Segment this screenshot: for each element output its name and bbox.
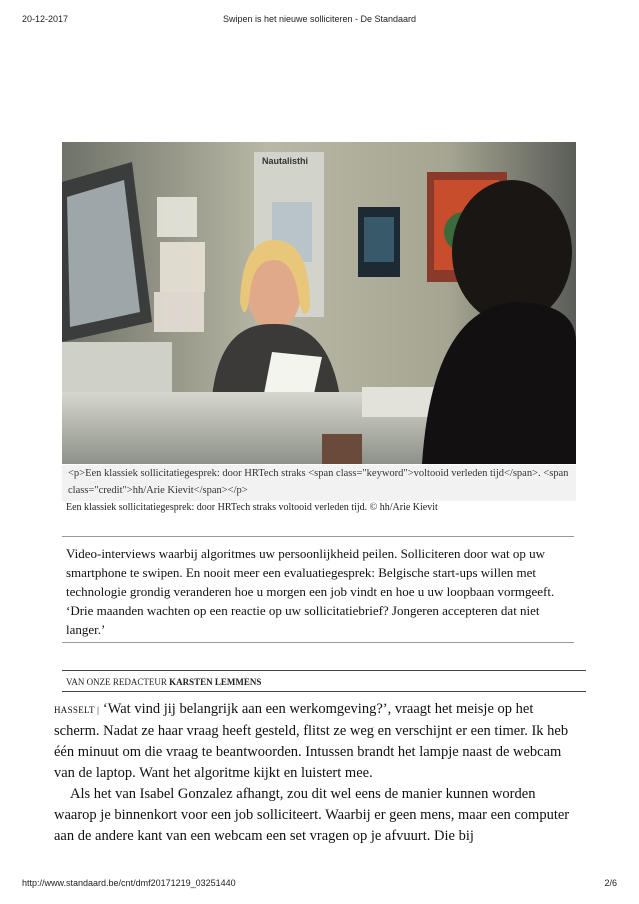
print-page-number: 2/6	[604, 878, 617, 888]
byline-bottom-divider	[62, 691, 586, 692]
job-interview-photo	[62, 142, 576, 464]
article-lead: Video-interviews waarbij algoritmes uw persoonlijkheid peilen. Solliciteren door wat op uw smartphone te swipen. En nooit meer een evaluatiegesprek: Belgische start-ups willen met technologie grondig veranderen hoe u morgen een job vindt en hoe u uw loopbaan vormgeeft. ‘Drie maanden wachten op een reactie op uw sollicitatiebrief? Jongeren accepteren dat niet langer.’	[66, 546, 555, 637]
raw-html-caption: <p>Een klassiek sollicitatiegesprek: door HRTech straks <span class="keyword">voltooid verleden tijd</span>. <span class="credit">hh/Arie Kievit</span></p>	[62, 465, 576, 501]
body-paragraph-1	[54, 699, 576, 784]
byline-prefix: VAN ONZE REDACTEUR	[66, 677, 167, 687]
article-photo	[62, 142, 576, 464]
byline-top-divider	[62, 670, 586, 671]
byline	[66, 677, 261, 687]
caption-credit: © hh/Arie Kievit	[369, 502, 438, 513]
byline-author: KARSTEN LEMMENS	[169, 677, 262, 687]
poster-sign: Nautalisthi	[262, 156, 309, 166]
print-date: 20-12-2017	[22, 14, 69, 24]
dateline: HASSELT |	[54, 705, 100, 715]
body-paragraph-2: Als het van Isabel Gonzalez afhangt, zou dit wel eens de manier kunnen worden waarop je binnenkort voor een job solliciteert. Waarbij er geen mens, maar een computer aan de andere kant van een webcam een set vragen op je afvuurt. Die bij	[54, 786, 570, 844]
paragraph-1-text: ‘Wat vind jij belangrijk aan een werkomgeving?’, vraagt het meisje op het scherm. Nadat ze haar vraag heeft gesteld, flitst ze weg en verschijnt er een timer. Ik heb één minuut om die vraag te beantwoorden. Intussen brandt het lampje naast de webcam van de laptop. Want het algoritme kijkt en luistert mee.	[54, 701, 569, 781]
article-body	[54, 699, 576, 847]
lead-top-divider	[62, 536, 574, 537]
photo-caption	[66, 502, 438, 513]
print-page-title: Swipen is het nieuwe solliciteren - De Standaard	[222, 14, 417, 24]
caption-text: Een klassiek sollicitatiegesprek: door HRTech straks voltooid verleden tijd.	[66, 502, 368, 513]
print-url: http://www.standaard.be/cnt/dmf20171219_03251440	[22, 878, 236, 888]
lead-bottom-divider	[62, 642, 574, 643]
